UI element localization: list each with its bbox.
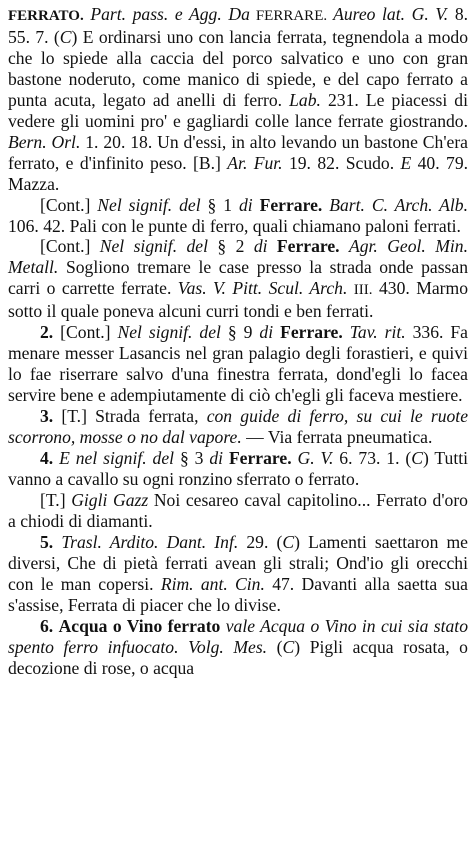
text-run: § 2 <box>208 236 254 257</box>
text-run: Bern. Orl. <box>8 131 81 152</box>
entry-paragraph-cont-1 <box>8 195 468 237</box>
text-run: 430. Marmo sotto il quale poneva alcuni curri tondi e ben ferrati. <box>8 278 468 322</box>
text-run: 336. Fa menare messer Lasancis nel gran palagio degli forastieri, e quivi lo fae riserrare salvo d'una finestra ferrata, dond'egli lo facea servire bene e adempiutamente di ciò ch'egli gli faceva mestiere. <box>8 322 468 406</box>
text-run: C <box>282 531 295 552</box>
text-run: Sogliono tremare le case presso la strada onde passan carri o carrette ferrate. <box>8 257 468 299</box>
text-run: [T.] <box>40 489 72 510</box>
text-run <box>343 322 350 342</box>
text-run: Bart. C. Arch. Alb. <box>329 194 468 215</box>
text-run: Nel signif. del <box>97 194 201 215</box>
text-run: FERRATO. <box>8 8 84 24</box>
text-run: con guide di ferro, su cui le ruote scorrono, mosse o no dal vapore. <box>8 406 469 448</box>
text-run: E nel signif. del <box>59 448 175 469</box>
text-run: ) Lamenti saettaron me diversi, Che di pietà ferrati avean gli strali; Ond'io gli orecchi con le man copersi. <box>8 531 468 594</box>
text-run: Acqua o Vino ferrato <box>58 615 221 636</box>
text-run: C <box>282 636 295 657</box>
text-run: Part. pass. e Agg. Da <box>90 4 250 24</box>
entry-sense-6 <box>8 616 468 679</box>
text-run: C <box>59 26 72 47</box>
text-run: — Via ferrata pneumatica. <box>241 427 433 448</box>
text-run: Gigli Gazz <box>71 489 149 510</box>
text-run: 5. <box>40 531 54 552</box>
text-run: 4. <box>40 448 54 469</box>
text-run: Ferrare. <box>228 448 292 469</box>
text-run: di <box>209 448 224 469</box>
text-run: Ferrare. <box>280 322 343 343</box>
entry-sense-3 <box>8 406 468 448</box>
text-run: 6. <box>40 615 54 636</box>
text-run: 8. 55. 7. ( <box>8 4 469 47</box>
text-run: Agr. Geol. Min. Metall. <box>8 236 468 278</box>
text-run: Noi cesareo caval capitolino... Ferrato d'oro a chiodi di diamanti. <box>8 489 468 531</box>
text-run: § 9 <box>220 322 260 343</box>
text-run: ( <box>267 636 283 657</box>
text-run: 1. 20. 18. Un d'essi, in alto levando un bastone Ch'era ferrato, e d'infinito peso. [B.] <box>8 131 468 173</box>
text-run: 29. ( <box>238 531 283 552</box>
text-run: III. <box>353 282 373 299</box>
text-run: Ferrare. <box>276 236 340 257</box>
text-run: 2. <box>40 322 54 343</box>
text-run: [Cont.] <box>40 194 98 215</box>
text-run: ) Tutti vanno a cavallo su ogni ronzino sferrato o ferrato. <box>8 448 469 489</box>
text-run <box>253 195 260 215</box>
text-run: Vas. V. Pitt. Scul. Arch. <box>177 278 348 299</box>
text-run: G. V. <box>297 448 334 469</box>
text-run: Ferrare. <box>259 194 323 215</box>
entry-sense-5 <box>8 532 468 616</box>
text-run: di <box>253 236 268 257</box>
text-run: E <box>400 152 412 173</box>
entry-paragraph-cont-2 <box>8 236 468 322</box>
text-run: ) E ordinarsi uno con lancia ferrata, tegnendola a modo che lo spiede alla caccia del porco salvatico e uno con gran bastone noderuto, come manico di spiede, e del capo ferrato a punta acuta, legato ad anelli di ferro. <box>8 26 469 110</box>
text-run: 3. <box>40 406 54 427</box>
text-run: 6. 73. 1. ( <box>333 448 412 469</box>
text-run: ) Pigli acqua rosata, o decozione di rose, o acqua <box>8 636 468 678</box>
text-run: Nel signif. del <box>99 236 208 257</box>
entry-headword-paragraph <box>8 4 468 195</box>
entry-sense-4 <box>8 448 468 490</box>
text-run: Ar. Fur. <box>227 152 283 173</box>
text-run: Trasl. Ardito. Dant. Inf. <box>61 531 239 552</box>
text-run: Aureo lat. G. V. <box>333 4 449 24</box>
entry-sense-4-quote <box>8 490 468 532</box>
text-run: Rim. ant. Cin. <box>160 573 265 594</box>
text-run: [Cont.] <box>53 322 118 343</box>
text-run: Nel signif. del <box>117 322 221 343</box>
text-run <box>268 236 277 256</box>
text-run: Tav. rit. <box>349 322 406 343</box>
text-run: § 1 <box>200 194 239 215</box>
text-run: vale Acqua o Vino in cui sia stato spento ferro infuocato. Volg. Mes. <box>8 615 468 657</box>
text-run: § 3 <box>174 448 210 469</box>
text-run: 40. 79. Mazza. <box>8 152 469 194</box>
text-run: 47. Davanti alla saetta sua s'assise, Ferrata di piacer che lo divise. <box>8 573 468 615</box>
text-run: Lab. <box>289 89 321 110</box>
text-run <box>340 236 349 256</box>
text-run: 106. 42. Pali con le punte di ferro, quali chiamano paloni ferrati. <box>8 215 461 236</box>
text-run: di <box>239 194 253 215</box>
text-run: [T.] Strada ferrata, <box>53 406 207 427</box>
text-run: di <box>259 322 274 343</box>
entry-sense-2 <box>8 322 468 406</box>
text-run: 19. 82. Scudo. <box>282 152 401 173</box>
text-run: C <box>411 448 423 469</box>
text-run: [Cont.] <box>40 236 100 257</box>
text-run: FERRARE. <box>249 8 334 24</box>
text-run: 231. Le piacessi di vedere gli uomini pro' e gagliardi colle lance ferrate giostrando. <box>8 89 468 131</box>
